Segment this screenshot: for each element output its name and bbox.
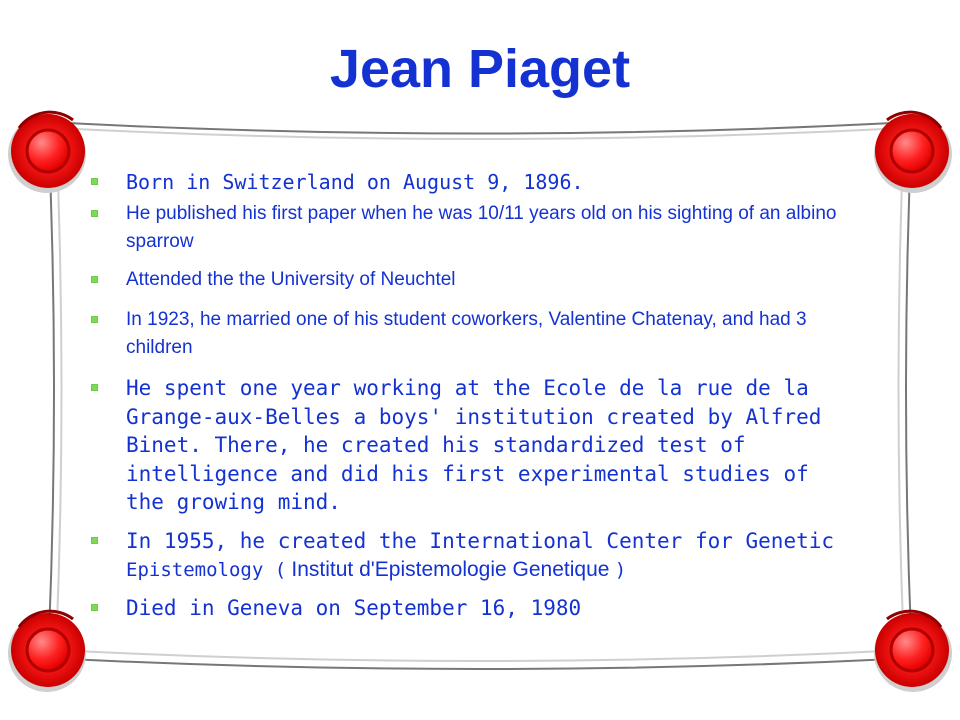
- bullet-text: Died in Geneva on September 16, 1980: [126, 595, 582, 620]
- bullet-item-first-paper: [88, 200, 858, 256]
- bullet-text-emphasis: Institut d'Epistemologie Genetique: [291, 557, 610, 581]
- green-square-bullet-icon: [91, 276, 98, 283]
- bullet-text-prefix: In 1955, he created the International Center for Genetic: [126, 528, 835, 553]
- bullet-text: He published his first paper when he was 10/11 years old on his sighting of an albino sparrow: [126, 203, 837, 252]
- bullet-item-binet-work: [88, 374, 858, 517]
- bullet-text: Attended the the University of Neuchtel: [126, 269, 456, 290]
- bullet-text-suffix: ): [614, 558, 627, 581]
- green-square-bullet-icon: [91, 178, 98, 185]
- slide-title: Jean Piaget: [329, 39, 631, 99]
- bullet-item-birth: [88, 168, 858, 196]
- green-square-bullet-icon: [91, 604, 98, 611]
- bullet-item-marriage: [88, 306, 858, 362]
- green-square-bullet-icon: [91, 384, 98, 391]
- bullet-item-university: [88, 266, 858, 294]
- bullet-list: [88, 168, 858, 622]
- bullet-text: In 1923, he married one of his student coworkers, Valentine Chatenay, and had 3 children: [126, 309, 807, 358]
- green-square-bullet-icon: [91, 316, 98, 323]
- bullet-text: Born in Switzerland on August 9, 1896.: [126, 170, 584, 194]
- bullet-item-institute: [88, 527, 858, 584]
- bullet-text: He spent one year working at the Ecole de la rue de la Grange-aux-Belles a boys' institution created by Alfred Binet. There, he created his standardized test of intelligence and did his first experimental studies of the growing mind.: [126, 376, 822, 514]
- green-square-bullet-icon: [91, 537, 98, 544]
- bullet-text-mid: Epistemology (: [126, 558, 287, 581]
- bullet-item-death: [88, 594, 858, 622]
- bullet-content: [88, 168, 858, 622]
- green-square-bullet-icon: [91, 210, 98, 217]
